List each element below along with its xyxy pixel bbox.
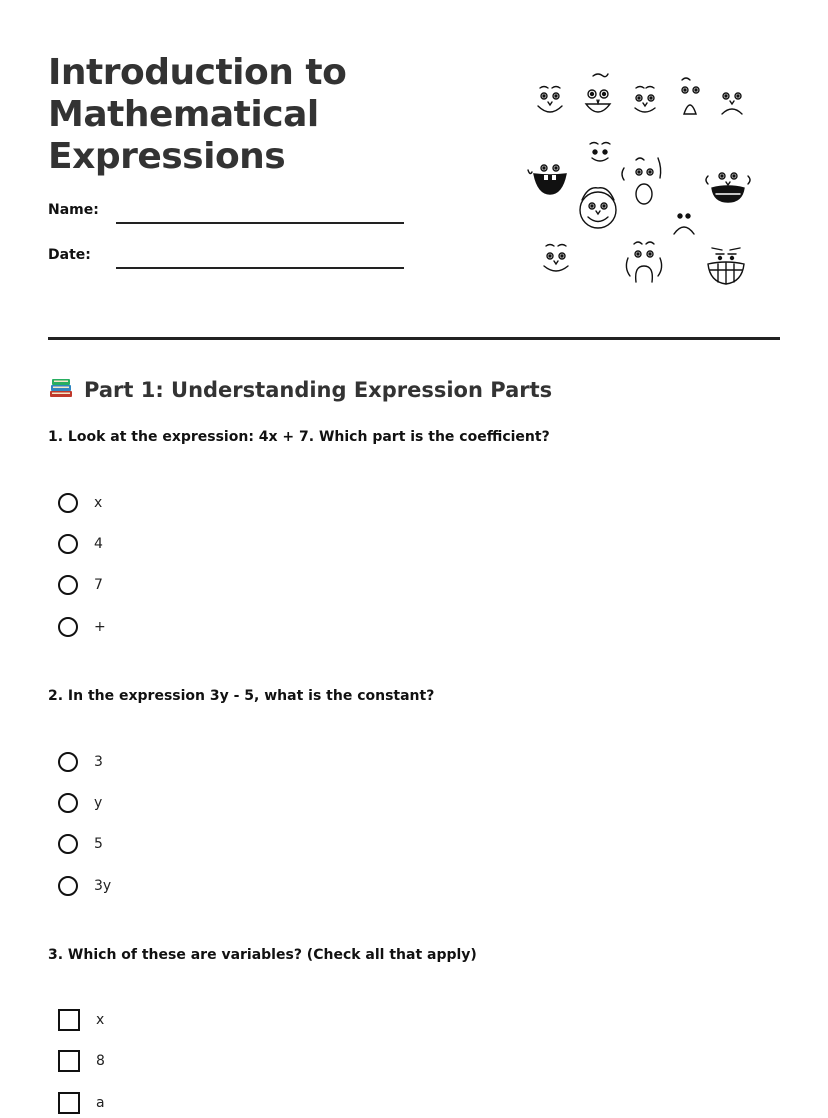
face-content-icon	[544, 245, 568, 272]
question-1-text: 1. Look at the expression: 4x + 7. Which part is the coefficient?	[48, 429, 550, 445]
option-label: 3y	[94, 878, 112, 894]
date-field[interactable]	[116, 267, 404, 269]
date-label: Date:	[48, 247, 91, 263]
question-3-option[interactable]	[58, 1049, 105, 1073]
face-cheeky-icon	[590, 143, 610, 162]
option-label: 5	[94, 836, 103, 852]
question-3-text: 3. Which of these are variables? (Check all that apply)	[48, 947, 477, 963]
question-1-option[interactable]	[58, 573, 103, 597]
face-laugh-icon	[528, 165, 566, 194]
radio-button[interactable]	[58, 617, 78, 637]
option-label: 3	[94, 754, 103, 770]
question-1-option[interactable]	[58, 615, 106, 639]
section-title: Part 1: Understanding Expression Parts	[84, 377, 553, 402]
face-scared-icon	[682, 78, 699, 114]
checkbox[interactable]	[58, 1092, 80, 1114]
option-label: 7	[94, 577, 103, 593]
face-worried-icon	[722, 93, 742, 114]
name-field[interactable]	[116, 222, 404, 224]
radio-button[interactable]	[58, 834, 78, 854]
radio-button[interactable]	[58, 493, 78, 513]
option-label: +	[94, 619, 106, 635]
checkbox[interactable]	[58, 1009, 80, 1031]
face-shocked-icon	[626, 242, 661, 282]
section-heading	[48, 374, 552, 405]
option-label: y	[94, 795, 103, 811]
face-grin-icon	[586, 74, 610, 112]
radio-button[interactable]	[58, 575, 78, 595]
books-icon	[48, 374, 74, 405]
question-1-option[interactable]	[58, 491, 102, 515]
face-shout-icon	[622, 158, 661, 204]
name-label: Name:	[48, 202, 99, 218]
option-label: 4	[94, 536, 103, 552]
question-3-option[interactable]	[58, 1091, 105, 1115]
question-2-text: 2. In the expression 3y - 5, what is the constant?	[48, 688, 435, 704]
question-2-option[interactable]	[58, 750, 103, 774]
face-frown-icon	[674, 214, 694, 234]
radio-button[interactable]	[58, 752, 78, 772]
face-smile-icon	[635, 87, 655, 113]
question-2-option[interactable]	[58, 832, 103, 856]
question-3-option[interactable]	[58, 1008, 104, 1032]
question-1-option[interactable]	[58, 532, 103, 556]
checkbox[interactable]	[58, 1050, 80, 1072]
face-teeth-icon	[708, 248, 744, 284]
face-happy-icon	[538, 87, 562, 113]
question-2-option[interactable]	[58, 791, 102, 815]
radio-button[interactable]	[58, 534, 78, 554]
option-label: x	[96, 1012, 105, 1028]
option-label: a	[96, 1095, 105, 1111]
worksheet-title: Introduction to Mathematical Expressions	[48, 52, 347, 177]
question-2-option[interactable]	[58, 874, 111, 898]
header-divider	[48, 337, 780, 340]
cartoon-faces-illustration	[520, 60, 770, 300]
face-boy-icon	[580, 188, 616, 228]
option-label: 8	[96, 1053, 105, 1069]
radio-button[interactable]	[58, 876, 78, 896]
radio-button[interactable]	[58, 793, 78, 813]
face-grimace-icon	[706, 173, 750, 202]
option-label: x	[94, 495, 103, 511]
